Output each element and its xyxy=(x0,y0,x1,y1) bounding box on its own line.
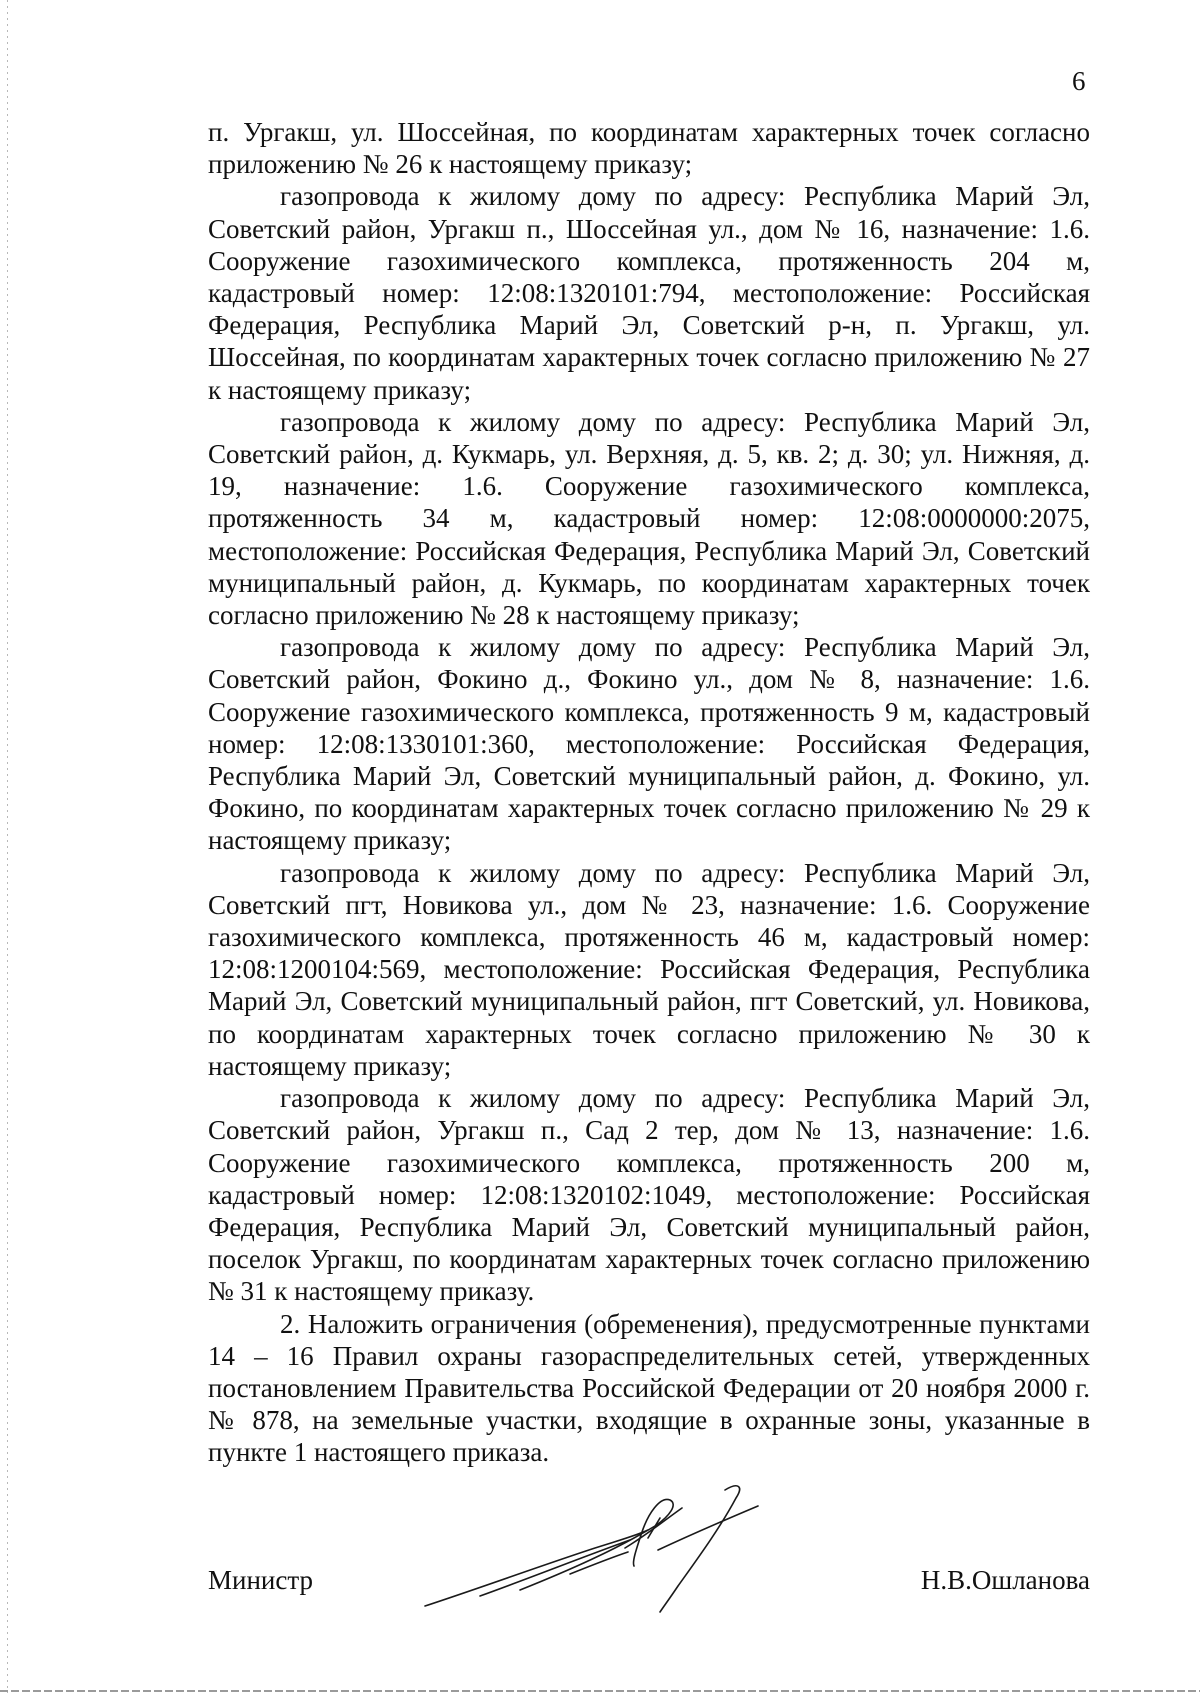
signer-title: Министр xyxy=(208,1565,313,1595)
paragraph-gas-pipeline-kukmar: газопровода к жилому дому по адресу: Республика Марий Эл, Советский район, д. Кукмарь, ул. Верхняя, д. 5, кв. 2; д. 30; ул. Нижняя, д. 19, назначение: 1.6. Сооружение газохимического комплекса, протяженность 34 м, кадастровый номер: 12:08:0000000:2075, местоположение: Российская Федерация, Республика Марий Эл, Советский муниципальный район, д. Кукмарь, по координатам характерных точек согласно приложению № 28 к настоящему приказу; xyxy=(208,406,1090,631)
scan-margin-line xyxy=(7,0,8,1693)
document-body xyxy=(208,116,1090,1469)
signer-name: Н.В.Ошланова xyxy=(920,1565,1090,1595)
paragraph-continuation: п. Ургакш, ул. Шоссейная, по координатам характерных точек согласно приложению № 26 к настоящему приказу; xyxy=(208,117,1090,180)
paragraph-gas-pipeline-sad2: газопровода к жилому дому по адресу: Республика Марий Эл, Советский район, Ургакш п., Сад 2 тер, дом № 13, назначение: 1.6. Сооружение газохимического комплекса, протяженность 200 м, кадастровый номер: 12:08:1320102:1049, местоположение: Российская Федерация, Республика Марий Эл, Советский муниципальный район, поселок Ургакш, по координатам характерных точек согласно приложению № 31 к настоящему приказу. xyxy=(208,1083,1090,1307)
paragraph-item-2-restrictions: 2. Наложить ограничения (обременения), предусмотренные пунктами 14 – 16 Правил охраны газораспределительных сетей, утвержденных постановлением Правительства Российской Федерации от 20 ноября 2000 г. № 878, на земельные участки, входящие в охранные зоны, указанные в пункте 1 настоящего приказа. xyxy=(208,1308,1090,1468)
page-number: 6 xyxy=(1072,66,1086,96)
paragraph-gas-pipeline-urgaksh-16: газопровода к жилому дому по адресу: Республика Марий Эл, Советский район, Ургакш п., Шоссейная ул., дом № 16, назначение: 1.6. Сооружение газохимического комплекса, протяженность 204 м, кадастровый номер: 12:08:1320101:794, местоположение: Российская Федерация, Республика Марий Эл, Советский р-н, п. Ургакш, ул. Шоссейная, по координатам характерных точек согласно приложению № 27 к настоящему приказу; xyxy=(208,181,1090,405)
paragraph-gas-pipeline-fokino: газопровода к жилому дому по адресу: Республика Марий Эл, Советский район, Фокино д., Фокино ул., дом № 8, назначение: 1.6. Сооружение газохимического комплекса, протяженность 9 м, кадастровый номер: 12:08:1330101:360, местоположение: Российская Федерация, Республика Марий Эл, Советский муниципальный район, д. Фокино, ул. Фокино, по координатам характерных точек согласно приложению № 29 к настоящему приказу; xyxy=(208,632,1090,856)
scan-bottom-edge xyxy=(0,1690,1200,1692)
paragraph-gas-pipeline-novikova: газопровода к жилому дому по адресу: Республика Марий Эл, Советский пгт, Новикова ул., дом № 23, назначение: 1.6. Сооружение газохимического комплекса, протяженность 46 м, кадастровый номер: 12:08:1200104:569, местоположение: Российская Федерация, Республика Марий Эл, Советский муниципальный район, пгт Советский, ул. Новикова, по координатам характерных точек согласно приложению № 30 к настоящему приказу; xyxy=(208,857,1090,1081)
handwritten-signature xyxy=(420,1478,800,1628)
